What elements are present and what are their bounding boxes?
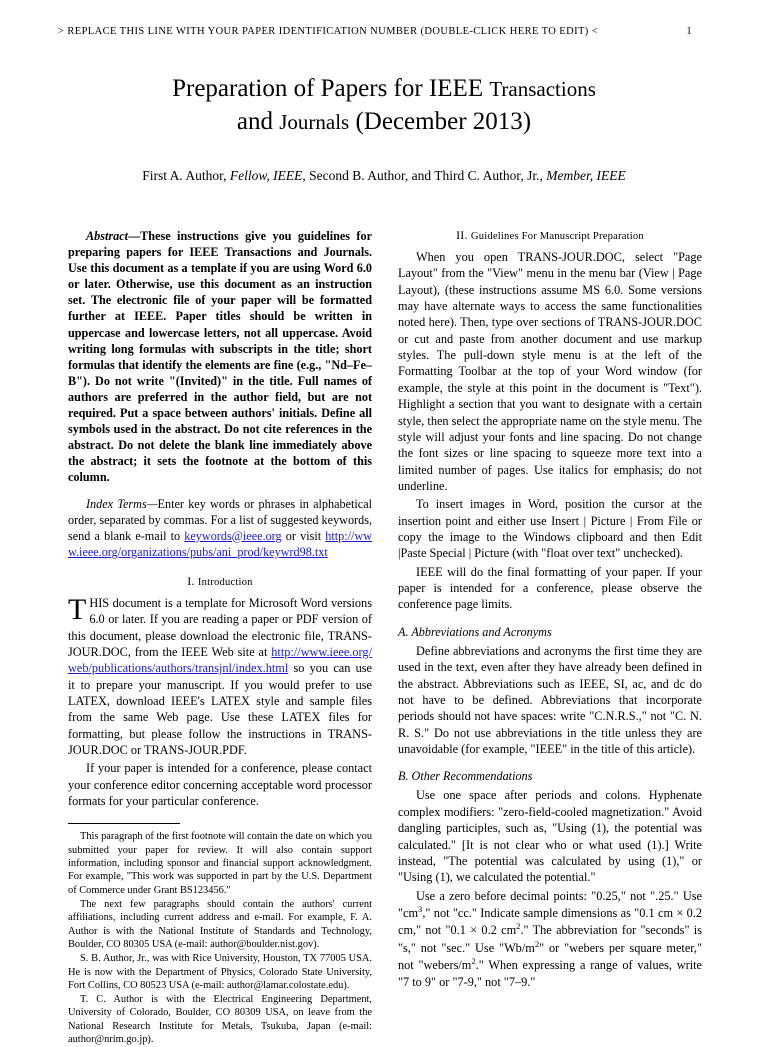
title-line2-a: and <box>236 108 280 135</box>
author-part-1: First A. Author, <box>142 168 230 183</box>
section-title-2: Guidelines For Manuscript Preparation <box>470 231 644 242</box>
guidelines-paragraph-2: To insert images in Word, position the cursor at the insertion point and either use Insert | Picture | From File or copy the image to the Windows clipboard and then Edit |Paste Special | Picture (with "float over text" unchecked). <box>398 497 702 561</box>
units-mid-2: ." The abbreviation for "seconds" is "s," not "sec." Use "Wb/m <box>398 923 702 955</box>
footnote-1: This paragraph of the first footnote will contain the date on which you submitted your paper for review. It will also contain support information, including sponsor and financial support acknowledgment. For example, "This work was supported in part by the U.S. Department of Commerce under Grant BS123456." <box>68 831 373 896</box>
author-list <box>70 168 698 184</box>
intro-paragraph-1 <box>68 592 372 758</box>
page-number: 1 <box>686 26 692 37</box>
keywords-url-link[interactable]: http://www.ieee.org/organizations/pubs/ani_prod/keywrd98.txt <box>68 528 373 559</box>
abstract-label: Abstract— <box>86 229 141 243</box>
units-lead: Use a zero before decimal points: "0.25," not ".25." Use "cm <box>398 888 702 920</box>
abbreviations-paragraph-1: Define abbreviations and acronyms the first time they are used in the text, even after they have already been defined in the abstract. Abbreviations such as IEEE, SI, ac, and dc do not have to be defined. Abbreviations that incorporate periods should not have spaces: write "C.N.R.S.," not "C. N. R. S." Do not use abbreviations in the title unless they are unavoidable (for example, "IEEE" in the title of this article). <box>398 643 702 756</box>
other-paragraph-1: Use one space after periods and colons. Hyphenate complex modifiers: "zero-field-cooled magnetization." Avoid dangling participles, such as, "Using (1), the potential was calculated." [It is not clear who or what used (1).] Write instead, "The potential was calculated by using (1)," or "Using (1), we calculated the potential." <box>398 788 702 885</box>
units-paragraph <box>398 888 702 990</box>
intro-p1-text: HIS document is a template for Microsoft Word versions 6.0 or later. If you are reading a paper or PDF version of this document, please download the electronic file, TRANS-JOUR.DOC, from the IEEE Web site at <box>68 595 372 659</box>
units-tail: ." When expressing a range of values, write "7 to 9" or "7-9," not "7–9." <box>398 958 702 989</box>
running-head-text: > REPLACE THIS LINE WITH YOUR PAPER IDENTIFICATION NUMBER (DOUBLE-CLICK HERE TO EDIT) < <box>58 26 599 37</box>
units-sup-1: 3 <box>418 903 423 914</box>
units-sup-4: 2 <box>471 956 476 967</box>
page-title <box>70 72 698 138</box>
subsection-heading-abbreviations <box>398 624 702 640</box>
guidelines-paragraph-1: When you open TRANS-JOUR.DOC, select "Page Layout" from the "View" menu in the menu bar (View | Page Layout), (these instructions assume MS 6.0. Some versions may have alternate ways to access the same functionalities noted here). Then, type over sections of TRANS-JOUR.DOC or cut and paste from another document and use markup styles. The pull-down style menu is at the left of the Formatting Toolbar at the top of your Word window (for example, the style at this point in the document is "Text"). Highlight a section that you want to designate with a certain style, then select the appropriate name on the style menu. The style will adjust your fonts and line spacing. Do not change the font sizes or line spacing to squeeze more text into a limited number of pages. Use italics for emphasis; do not underline. <box>398 250 702 493</box>
transjnl-url-link[interactable]: http://www.ieee.org/web/publications/authors/transjnl/index.html <box>68 644 372 676</box>
index-terms <box>68 496 372 560</box>
intro-paragraph-2: If your paper is intended for a conference, please contact your conference editor concerning acceptable word processor formats for your particular conference. <box>68 761 372 809</box>
drop-cap: T <box>68 592 87 626</box>
section-number-2: II. <box>456 228 468 242</box>
section-title-1: Introduction <box>197 576 253 588</box>
body-columns <box>58 228 710 1046</box>
abstract <box>68 228 372 486</box>
subsection-title-b: Other Recommendations <box>411 769 533 784</box>
title-line2-b: Journals <box>279 110 350 134</box>
column-left <box>68 228 372 1047</box>
units-mid-1: ," not "cc." Indicate sample dimensions as "0.1 cm × 0.2 cm," not "0.1 × 0.2 cm <box>398 905 702 938</box>
section-heading-introduction <box>68 574 372 590</box>
footnote-4: T. C. Author is with the Electrical Engineering Department, University of Colorado, Boulder, CO 80309 USA, on leave from the National Research Institute for Metals, Tsukuba, Japan (e-mail: author@nrim.go.jp). <box>68 994 372 1046</box>
units-sup-3: 2 <box>534 938 540 949</box>
subsection-heading-other <box>398 768 702 784</box>
units-mid-3: " or "webers per square meter," not "webers/m <box>398 940 702 973</box>
footnote-divider <box>68 823 180 824</box>
title-line1-a: Preparation of Papers for IEEE <box>172 75 490 102</box>
author-affiliation-1: Fellow, IEEE <box>229 168 303 183</box>
author-part-2: , Second B. Author, and Third C. Author, Jr., <box>302 168 547 183</box>
abstract-body: These instructions give you guidelines for preparing papers for IEEE Transactions and Journals. Use this document as a template if you are using Word 6.0 or later. Otherwise, use this document as an instruction set. The electronic file of your paper will be formatted further at IEEE. Paper titles should be written in uppercase and lowercase letters, not all uppercase. Avoid writing long formulas with subscripts in the title; short formulas that identify the elements are fine (e.g., "Nd–Fe–B"). Do not write "(Invited)" in the title. Full names of authors are preferred in the author field, but are not required. Put a space between authors' initials. Define all symbols used in the abstract. Do not cite references in the abstract. Do not delete the blank line immediately above the abstract; it sets the footnote at the bottom of this column. <box>68 229 372 485</box>
section-number-1: I. <box>187 573 195 588</box>
running-head <box>58 26 710 37</box>
index-terms-label: Index Terms— <box>86 496 158 511</box>
intro-p1-tail: so you can use it to prepare your manuscript. If you would prefer to use LATEX, download IEEE's LATEX style and sample files from the same Web page. Use these LATEX files for formatting, but please follow the instructions in TRANS-JOUR.DOC or TRANS-JOUR.PDF. <box>68 661 372 758</box>
keywords-email-link[interactable]: keywords@ieee.org <box>184 528 282 543</box>
subsection-title-a: Abbreviations and Acronyms <box>411 624 552 639</box>
subsection-letter-a: A. <box>398 624 409 639</box>
title-block <box>70 72 698 138</box>
footnote-3: S. B. Author, Jr., was with Rice University, Houston, TX 77005 USA. He is now with the Department of Physics, Colorado State University, Fort Collins, CO 80523 USA (e-mail: author@lamar.colostate.edu). <box>68 953 372 991</box>
units-sup-2: 2 <box>516 921 521 932</box>
subsection-letter-b: B. <box>398 769 409 784</box>
title-line1-b: Transactions <box>489 77 596 101</box>
guidelines-paragraph-3: IEEE will do the final formatting of your paper. If your paper is intended for a conference, please observe the conference page limits. <box>398 564 702 612</box>
index-terms-body: Enter key words or phrases in alphabetical order, separated by commas. For a list of suggested keywords, send a blank e-mail to <box>68 496 372 543</box>
footnote-2: The next few paragraphs should contain the authors' current affiliations, including current address and e-mail. For example, F. A. Author is with the National Institute of Standards and Technology, Boulder, CO 80305 USA (e-mail: author@boulder.nist.gov). <box>68 898 372 950</box>
author-affiliation-2: Member, IEEE <box>546 168 626 183</box>
column-right <box>398 228 702 992</box>
section-heading-guidelines <box>398 228 702 244</box>
footnotes <box>68 830 372 1046</box>
index-terms-mid: or visit <box>281 528 326 543</box>
title-line2-c: (December 2013) <box>349 108 532 135</box>
